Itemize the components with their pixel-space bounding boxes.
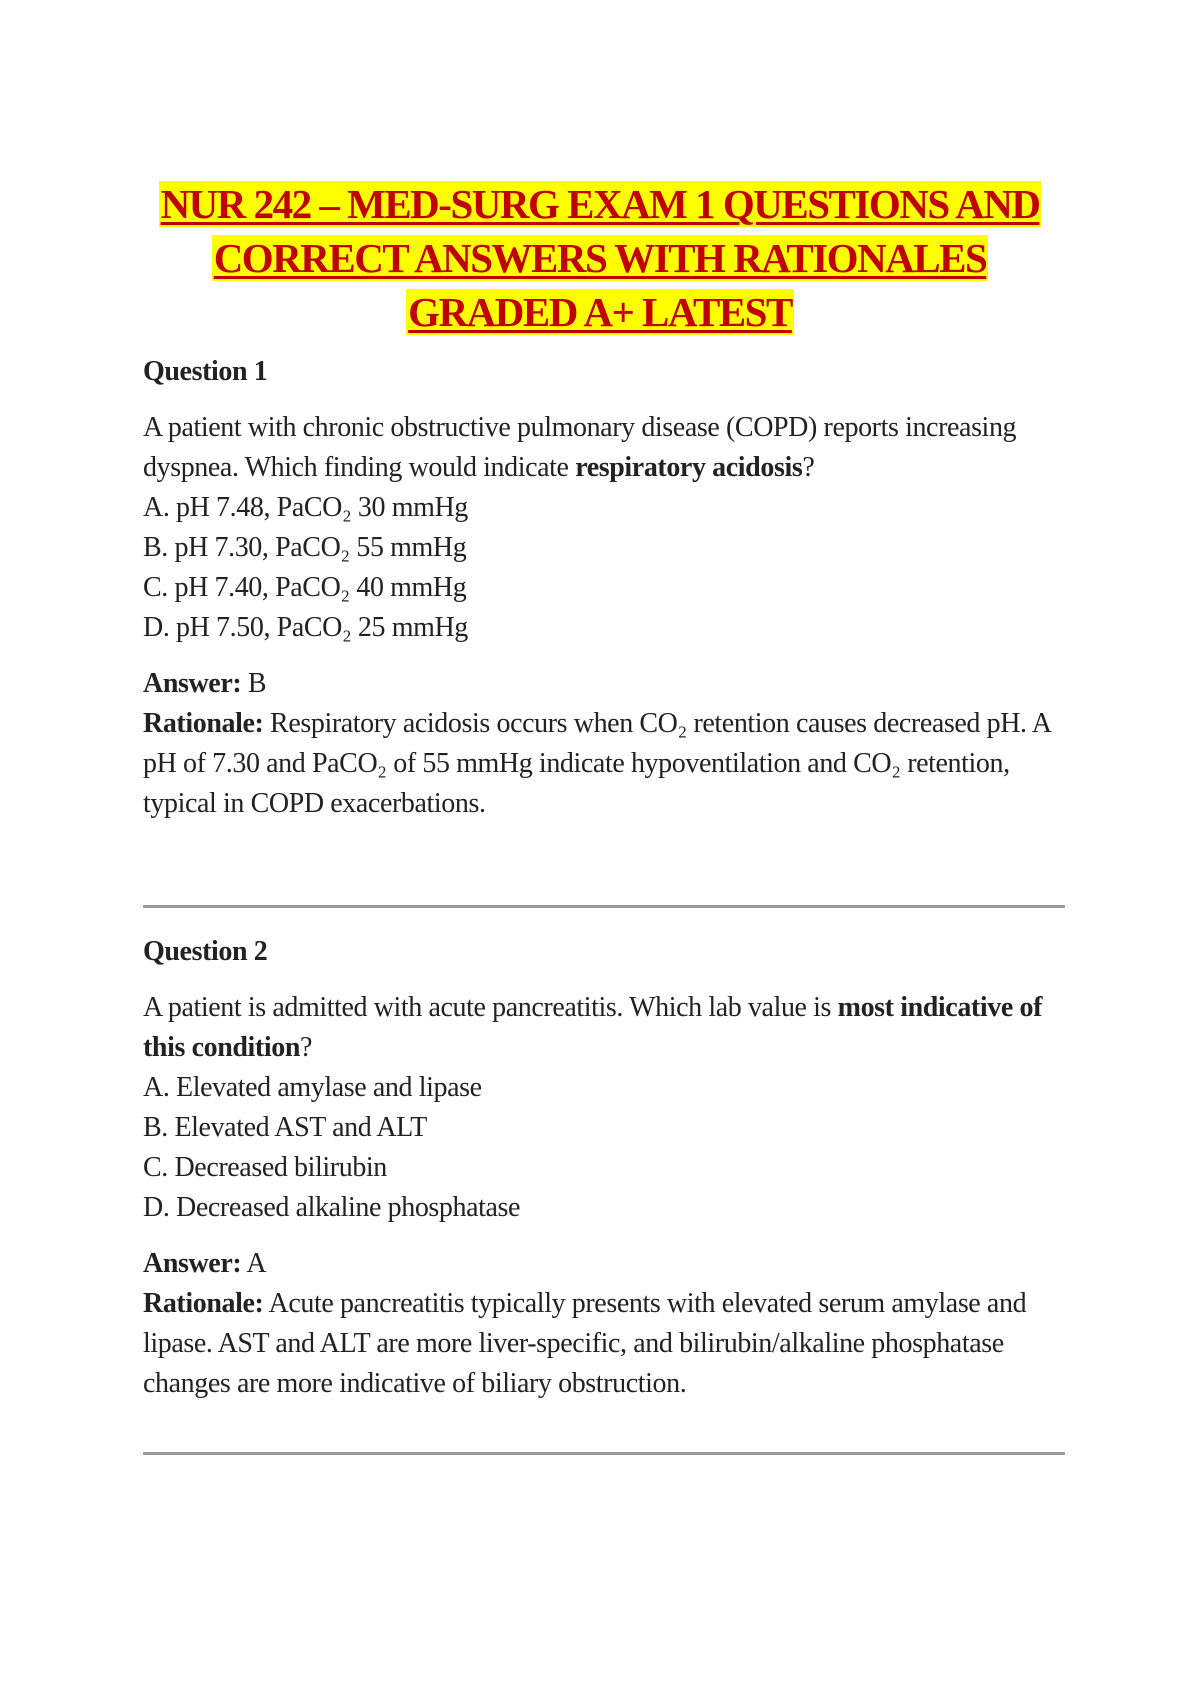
- answer-label: Answer:: [143, 668, 242, 699]
- title-line-2: CORRECT ANSWERS WITH RATIONALES: [213, 235, 987, 282]
- title-line-1: NUR 242 – MED-SURG EXAM 1 QUESTIONS AND: [160, 181, 1040, 228]
- question-heading: Question 2: [143, 936, 268, 967]
- rationale-text: Acute pancreatitis typically presents with elevated serum amylase and lipase. AST and ALT are more liver-specific, and bilirubin/alkaline phosphatase changes are more indicative of biliary obstruction.: [143, 1288, 1027, 1399]
- rationale-text: Respiratory acidosis occurs when CO₂ retention causes decreased pH. A pH of 7.30 and PaCO₂ of 55 mmHg indicate hypoventilation and CO₂ retention, typical in COPD exacerbations.: [143, 708, 1050, 819]
- answer-options: [143, 1068, 1063, 1228]
- option-d: D. pH 7.50, PaCO₂ 25 mmHg: [143, 612, 468, 643]
- option-a: A. Elevated amylase and lipase: [143, 1072, 482, 1103]
- option-d: D. Decreased alkaline phosphatase: [143, 1192, 521, 1223]
- question-block-2: [143, 932, 1063, 1404]
- section-divider: [143, 1452, 1065, 1455]
- option-a: A. pH 7.48, PaCO₂ 30 mmHg: [143, 492, 468, 523]
- answer-value: A: [241, 1248, 267, 1279]
- question-text: A patient with chronic obstructive pulmonary disease (COPD) reports increasing dyspnea. Which finding would indicate respiratory acidosis?: [143, 412, 1017, 483]
- answer-line: [143, 664, 1063, 704]
- title-line-3: GRADED A+ LATEST: [408, 289, 792, 336]
- question-text: A patient is admitted with acute pancreatitis. Which lab value is most indicative of this condition?: [143, 992, 1042, 1063]
- answer-label: Answer:: [143, 1248, 242, 1279]
- option-b: B. Elevated AST and ALT: [143, 1112, 428, 1143]
- answer-line: [143, 1244, 1063, 1284]
- rationale-label: Rationale:: [143, 708, 264, 739]
- answer-value: B: [241, 668, 267, 699]
- question-emphasis: most indicative of this condition: [143, 992, 1042, 1063]
- question-emphasis: respiratory acidosis: [575, 452, 803, 483]
- option-c: C. pH 7.40, PaCO₂ 40 mmHg: [143, 572, 467, 603]
- section-divider: [143, 905, 1065, 908]
- rationale: [143, 1284, 1063, 1404]
- question-block-1: [143, 352, 1063, 824]
- question-heading: Question 1: [143, 356, 268, 387]
- option-b: B. pH 7.30, PaCO₂ 55 mmHg: [143, 532, 467, 563]
- option-c: C. Decreased bilirubin: [143, 1152, 387, 1183]
- rationale-label: Rationale:: [143, 1288, 264, 1319]
- document-title: [0, 177, 1200, 339]
- answer-options: [143, 488, 1063, 648]
- rationale: [143, 704, 1063, 824]
